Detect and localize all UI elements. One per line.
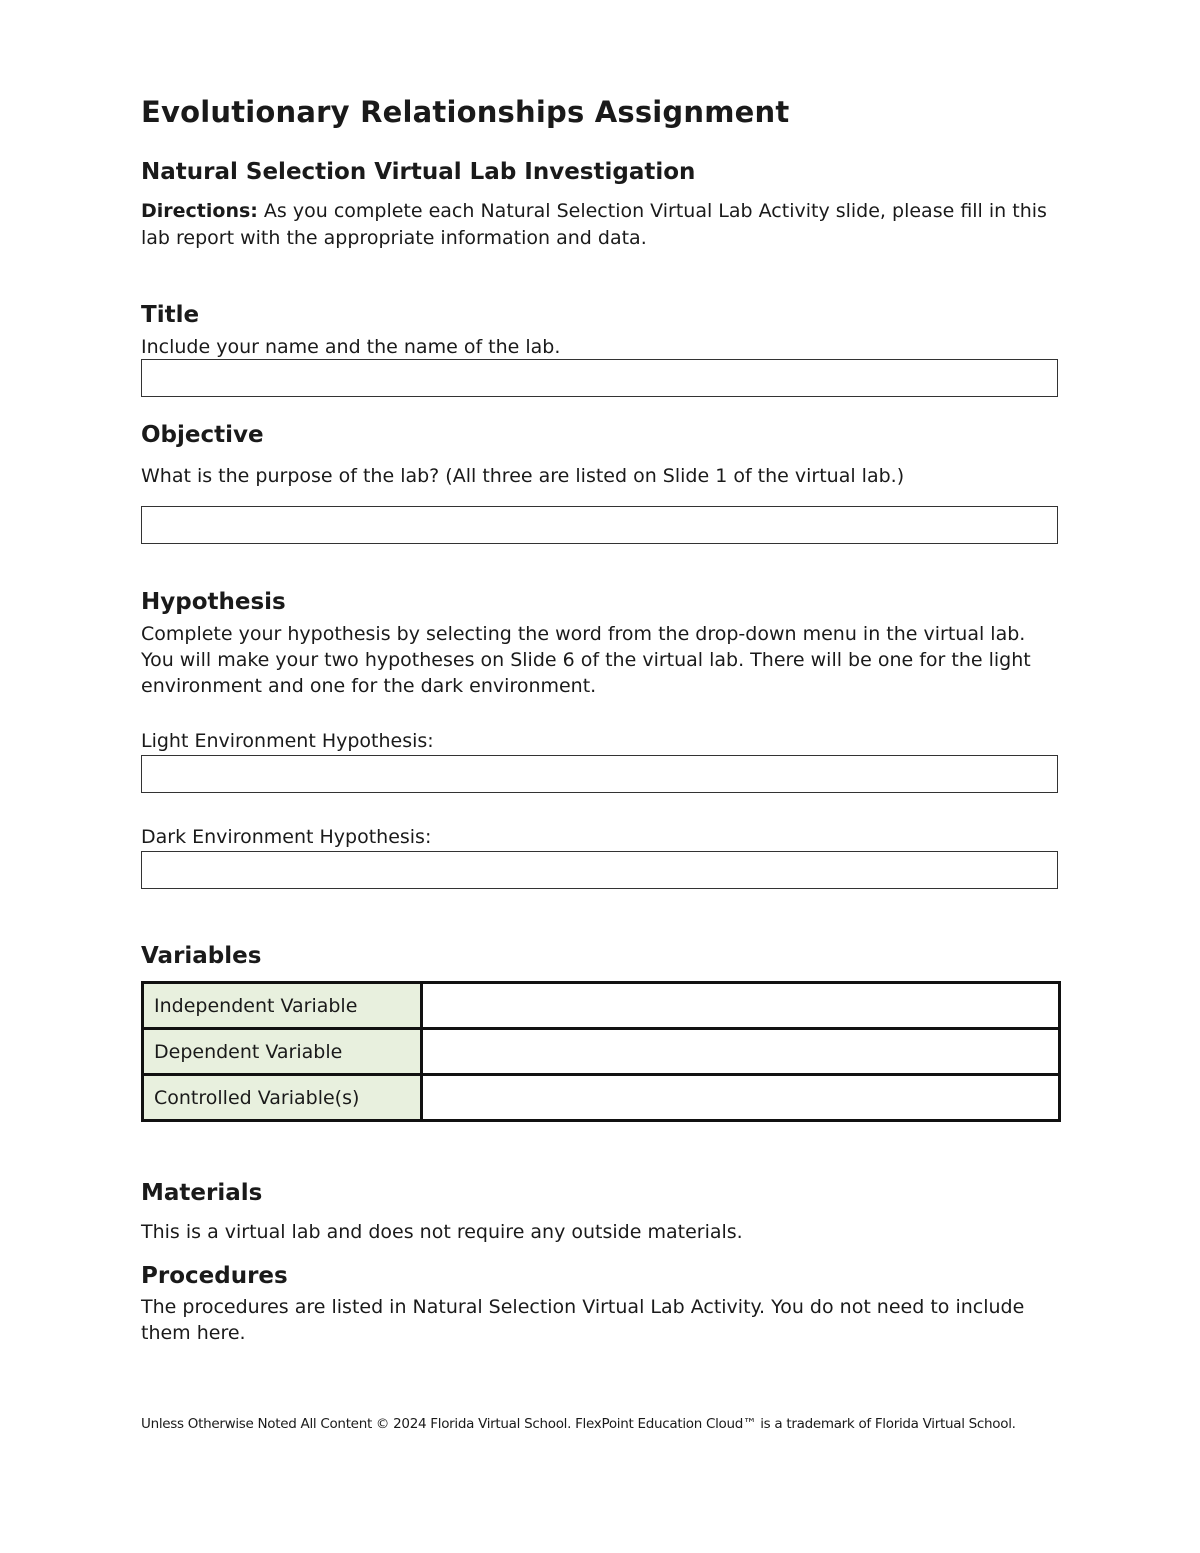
objective-answer-field[interactable] <box>141 506 1058 544</box>
directions-label: Directions: <box>141 200 258 222</box>
materials-text: This is a virtual lab and does not require any outside materials. <box>141 1221 743 1243</box>
dependent-variable-label: Dependent Variable <box>143 1029 422 1075</box>
title-instruction: Include your name and the name of the lab. <box>141 336 561 358</box>
dependent-variable-field[interactable] <box>422 1029 1060 1075</box>
light-hypothesis-field[interactable] <box>141 755 1058 793</box>
document-title: Evolutionary Relationships Assignment <box>141 95 790 129</box>
variables-table <box>141 981 1061 1122</box>
dark-hypothesis-field[interactable] <box>141 851 1058 889</box>
hypothesis-instruction: Complete your hypothesis by selecting the word from the drop-down menu in the virtual lab. You will make your two hypotheses on Slide 6 of the virtual lab. There will be one for the light environment and one for the dark environment. <box>141 623 1031 697</box>
directions-text: As you complete each Natural Selection Virtual Lab Activity slide, please fill in this lab report with the appropriate information and data. <box>141 200 1047 249</box>
procedures-heading: Procedures <box>141 1263 288 1289</box>
dark-hypothesis-label: Dark Environment Hypothesis: <box>141 826 432 848</box>
title-answer-field[interactable] <box>141 359 1058 397</box>
document-subtitle: Natural Selection Virtual Lab Investigation <box>141 159 696 185</box>
title-heading: Title <box>141 302 200 328</box>
independent-variable-label: Independent Variable <box>143 983 422 1029</box>
variables-heading: Variables <box>141 943 262 969</box>
materials-heading: Materials <box>141 1180 263 1206</box>
hypothesis-heading: Hypothesis <box>141 589 286 615</box>
objective-heading: Objective <box>141 422 264 448</box>
table-row <box>143 1075 1060 1121</box>
directions-paragraph <box>141 198 1061 252</box>
procedures-text: The procedures are listed in Natural Selection Virtual Lab Activity. You do not need to include them here. <box>141 1296 1025 1344</box>
objective-instruction: What is the purpose of the lab? (All three are listed on Slide 1 of the virtual lab.) <box>141 465 905 487</box>
controlled-variables-label: Controlled Variable(s) <box>143 1075 422 1121</box>
table-row <box>143 983 1060 1029</box>
independent-variable-field[interactable] <box>422 983 1060 1029</box>
copyright-footer: Unless Otherwise Noted All Content © 2024 Florida Virtual School. FlexPoint Education Cloud™ is a trademark of Florida Virtual School. <box>141 1416 1016 1432</box>
light-hypothesis-label: Light Environment Hypothesis: <box>141 730 434 752</box>
table-row <box>143 1029 1060 1075</box>
controlled-variables-field[interactable] <box>422 1075 1060 1121</box>
